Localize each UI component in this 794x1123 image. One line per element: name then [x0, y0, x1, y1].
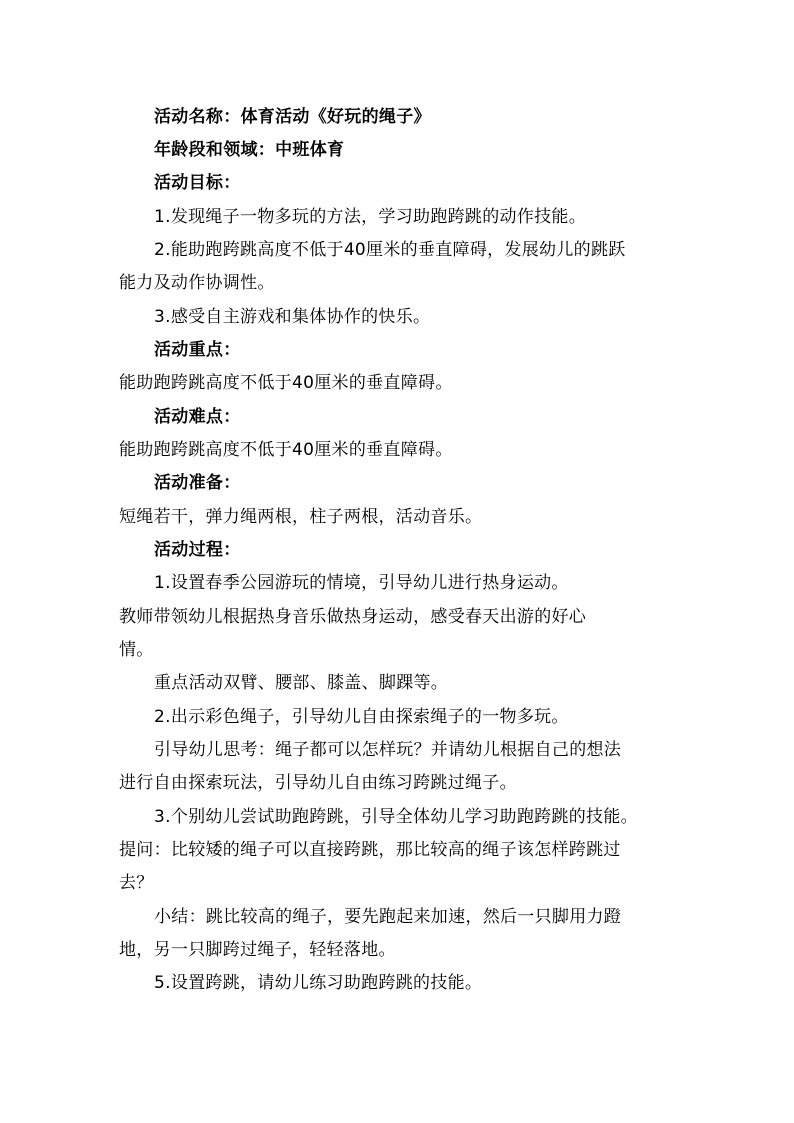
step-3: 3.个别幼儿尝试助跑跨跳，引导全体幼儿学习助跑跨跳的技能。	[154, 807, 638, 827]
goal-1: 1.发现绳子一物多玩的方法，学习助跑跨跳的动作技能。	[154, 207, 587, 227]
difficulty-text: 能助跑跨跳高度不低于40厘米的垂直障碍。	[119, 440, 453, 460]
prep-heading: 活动准备：	[154, 473, 241, 493]
step-2-desc-line2: 进行自由探索玩法，引导幼儿自由练习跨跳过绳子。	[119, 773, 517, 793]
step-2: 2.出示彩色绳子，引导幼儿自由探索绳子的一物多玩。	[154, 707, 569, 727]
activity-name: 活动名称：体育活动《好玩的绳子》	[154, 107, 431, 127]
step-1-desc-line1: 教师带领幼儿根据热身音乐做热身运动，感受春天出游的好心	[119, 607, 587, 627]
difficulty-heading: 活动难点：	[154, 407, 241, 427]
key-heading: 活动重点：	[154, 340, 241, 360]
step-3-question-line2: 去？	[119, 873, 154, 893]
key-text: 能助跑跨跳高度不低于40厘米的垂直障碍。	[119, 373, 453, 393]
goal-2-line1: 2.能助跑跨跳高度不低于40厘米的垂直障碍，发展幼儿的跳跃	[154, 240, 626, 260]
step-2-desc-line1: 引导幼儿思考：绳子都可以怎样玩？并请幼儿根据自己的想法	[154, 740, 622, 760]
step-5: 5.设置跨跳，请幼儿练习助跑跨跳的技能。	[154, 973, 483, 993]
goals-heading: 活动目标：	[154, 173, 241, 193]
goal-2-line2: 能力及动作协调性。	[119, 273, 275, 293]
process-heading: 活动过程：	[154, 540, 241, 560]
step-1-focus: 重点活动双臂、腰部、膝盖、脚踝等。	[154, 673, 449, 693]
age-domain: 年龄段和领域：中班体育	[154, 140, 345, 160]
goal-3: 3.感受自主游戏和集体协作的快乐。	[154, 307, 431, 327]
step-3-summary-line2: 地，另一只脚跨过绳子，轻轻落地。	[119, 940, 396, 960]
step-3-question-line1: 提问：比较矮的绳子可以直接跨跳，那比较高的绳子该怎样跨跳过	[119, 840, 621, 860]
step-1: 1.设置春季公园游玩的情境，引导幼儿进行热身运动。	[154, 573, 569, 593]
step-3-summary-line1: 小结：跳比较高的绳子，要先跑起来加速，然后一只脚用力蹬	[154, 907, 622, 927]
step-1-desc-line2: 情。	[119, 640, 154, 660]
prep-text: 短绳若干，弹力绳两根，柱子两根，活动音乐。	[119, 507, 483, 527]
